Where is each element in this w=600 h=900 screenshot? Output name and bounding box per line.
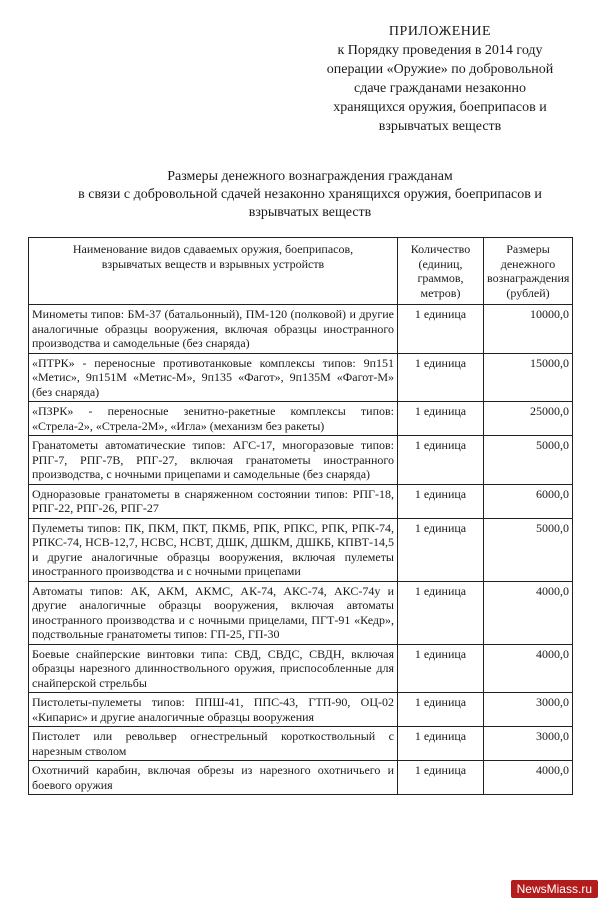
table-row: [29, 644, 573, 693]
appendix-line: взрывчатых веществ: [378, 119, 502, 134]
table-row: [29, 353, 573, 402]
cell-name: Одноразовые гранатометы в снаряженном состоянии типов: РПГ-18, РПГ-22, РПГ-26, РПГ-27: [29, 484, 398, 518]
table-row: [29, 484, 573, 518]
header-amount: Размеры денежного вознаграждения (рублей): [484, 238, 573, 305]
cell-quantity: 1 единица: [398, 353, 484, 402]
appendix-line: сдаче гражданами незаконно: [354, 81, 526, 96]
cell-name: Гранатометы автоматические типов: АГС-17, многоразовые типов: РПГ-7, РПГ-7В, РПГ-27, включая гранатометы иностранного производства, с ночными прицепами и самодельные (без снаряда): [29, 436, 398, 485]
header-quantity: Количество (единиц, граммов, метров): [398, 238, 484, 305]
header-name: Наименование видов сдаваемых оружия, боеприпасов, взрывчатых веществ и взрывных устройств: [29, 238, 398, 305]
table-row: [29, 761, 573, 795]
cell-name: Автоматы типов: АК, АКМ, АКМС, АК-74, АКС-74, АКС-74у и другие аналогичные образцы вооружения, включая автоматы иностранного производства и с ночными прицелами, ПГТ-91 «Кедр», подствольные гранатометы типов: ГП-25, ГП-30: [29, 581, 398, 644]
title-line: в связи с добровольной сдачей незаконно хранящихся оружия, боеприпасов и: [78, 187, 542, 202]
table-row: [29, 518, 573, 581]
cell-amount: 15000,0: [484, 353, 573, 402]
table-row: [29, 693, 573, 727]
cell-name: Охотничий карабин, включая обрезы из нарезного охотничьего и боевого оружия: [29, 761, 398, 795]
cell-amount: 3000,0: [484, 693, 573, 727]
document-title: [30, 168, 590, 222]
cell-amount: 3000,0: [484, 727, 573, 761]
cell-quantity: 1 единица: [398, 727, 484, 761]
cell-quantity: 1 единица: [398, 644, 484, 693]
cell-quantity: 1 единица: [398, 518, 484, 581]
cell-name: «ПТРК» - переносные противотанковые комплексы типов: 9п151 «Метис», 9п151М «Метис-М», 9п135 «Фагот», 9п135М «Фагот-М» (без снаряда): [29, 353, 398, 402]
cell-amount: 10000,0: [484, 305, 573, 354]
appendix-line: операции «Оружие» по добровольной: [326, 62, 554, 77]
appendix-block: [290, 22, 590, 136]
table-row: [29, 581, 573, 644]
cell-amount: 4000,0: [484, 644, 573, 693]
cell-name: Пистолеты-пулеметы типов: ППШ-41, ППС-43, ГТП-90, ОЦ-02 «Кипарис» и другие аналогичные образцы вооружения: [29, 693, 398, 727]
cell-amount: 5000,0: [484, 436, 573, 485]
cell-amount: 4000,0: [484, 761, 573, 795]
table-row: [29, 436, 573, 485]
cell-name: Пистолет или револьвер огнестрельный короткоствольный с нарезным стволом: [29, 727, 398, 761]
title-line: Размеры денежного вознаграждения гражданам: [167, 169, 453, 184]
table-header-row: [29, 238, 573, 305]
cell-quantity: 1 единица: [398, 484, 484, 518]
cell-quantity: 1 единица: [398, 305, 484, 354]
cell-amount: 4000,0: [484, 581, 573, 644]
table-body: [29, 305, 573, 795]
reward-table: [28, 237, 573, 795]
cell-name: Минометы типов: БМ-37 (батальонный), ПМ-120 (полковой) и другие аналогичные образцы вооружения, включая образцы иностранного производства и самодельные (без снаряда): [29, 305, 398, 354]
cell-amount: 6000,0: [484, 484, 573, 518]
cell-quantity: 1 единица: [398, 581, 484, 644]
cell-quantity: 1 единица: [398, 693, 484, 727]
appendix-heading: ПРИЛОЖЕНИЕ: [388, 24, 492, 39]
table-row: [29, 727, 573, 761]
appendix-line: к Порядку проведения в 2014 году: [337, 43, 543, 58]
appendix-line: хранящихся оружия, боеприпасов и: [333, 100, 547, 115]
cell-name: Пулеметы типов: ПК, ПКМ, ПКТ, ПКМБ, РПК, РПКС, РПК, РПК-74, РПКС-74, НСВ-12,7, НСВС, НСВТ, ДШК, ДШКМ, ДШКБ, КПВТ-14,5 и другие аналогичные образцы вооружения, включая пулеметы иностранного производства и с ночными прицепами: [29, 518, 398, 581]
cell-amount: 25000,0: [484, 402, 573, 436]
cell-quantity: 1 единица: [398, 761, 484, 795]
cell-amount: 5000,0: [484, 518, 573, 581]
table-row: [29, 402, 573, 436]
table-row: [29, 305, 573, 354]
cell-quantity: 1 единица: [398, 402, 484, 436]
cell-name: Боевые снайперские винтовки типа: СВД, СВДС, СВДН, включая образцы нарезного длинноствольного оружия, приспособленные для снайперской стрельбы: [29, 644, 398, 693]
cell-quantity: 1 единица: [398, 436, 484, 485]
watermark-logo: NewsMiass.ru: [511, 880, 598, 898]
cell-name: «ПЗРК» - переносные зенитно-ракетные комплексы типов: «Стрела-2», «Стрела-2М», «Игла» (механизм без ракеты): [29, 402, 398, 436]
title-line: взрывчатых веществ: [248, 205, 372, 220]
